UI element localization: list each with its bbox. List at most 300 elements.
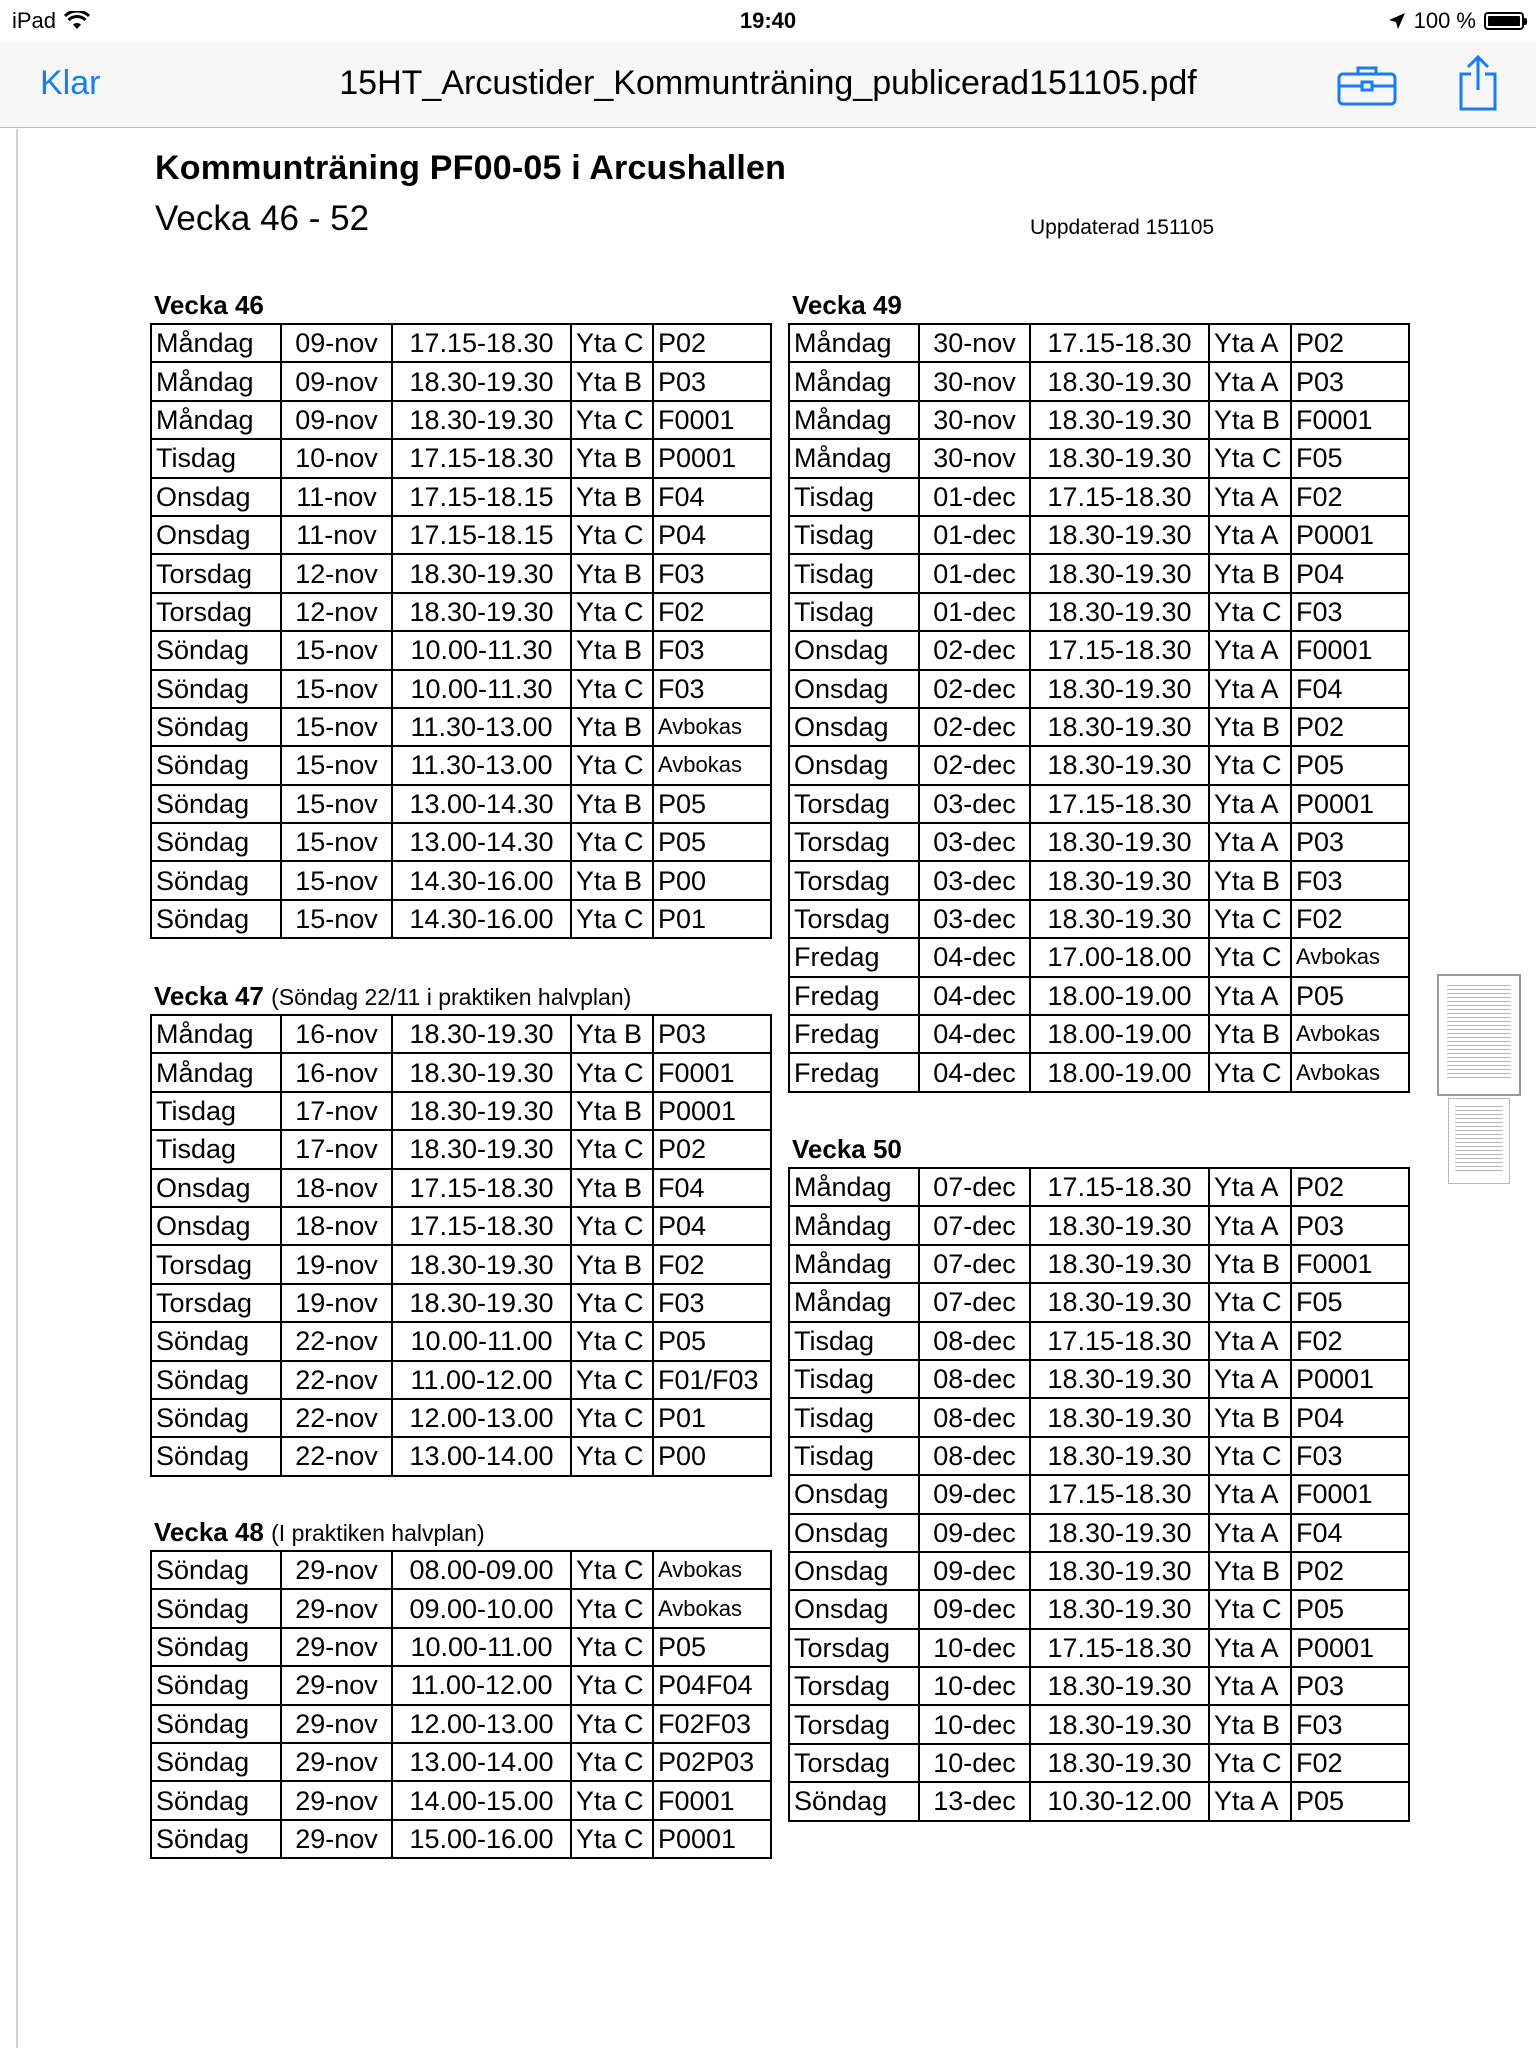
area-cell: Yta B — [571, 439, 653, 477]
schedule-table — [788, 323, 1410, 1093]
date-cell: 15-nov — [281, 631, 392, 669]
group-cell: P04 — [1291, 1398, 1409, 1436]
day-cell: Måndag — [151, 362, 281, 400]
day-cell: Tisdag — [789, 1360, 919, 1398]
area-cell: Yta A — [1209, 785, 1291, 823]
device-label: iPad — [12, 8, 57, 33]
time-cell: 11.30-13.00 — [392, 746, 571, 784]
date-cell: 13-dec — [919, 1782, 1030, 1820]
day-cell: Onsdag — [151, 478, 281, 516]
date-cell: 10-dec — [919, 1705, 1030, 1743]
area-cell: Yta B — [571, 785, 653, 823]
table-row — [789, 861, 1409, 899]
day-cell: Onsdag — [789, 1475, 919, 1513]
group-cell: P04 — [1291, 554, 1409, 592]
table-row — [789, 1705, 1409, 1743]
table-row — [151, 670, 771, 708]
table-row — [151, 823, 771, 861]
battery-icon — [1484, 12, 1524, 30]
table-row — [151, 1820, 771, 1858]
table-row — [151, 1628, 771, 1666]
clock: 19:40 — [739, 8, 797, 33]
group-cell: P04 — [653, 1207, 771, 1245]
area-cell: Yta B — [1209, 1245, 1291, 1283]
group-cell: Avbokas — [653, 746, 771, 784]
group-cell: P05 — [1291, 1590, 1409, 1628]
date-cell: 10-dec — [919, 1667, 1030, 1705]
table-row — [789, 1552, 1409, 1590]
area-cell: Yta A — [1209, 362, 1291, 400]
day-cell: Söndag — [151, 1589, 281, 1627]
table-row — [789, 593, 1409, 631]
time-cell: 18.30-19.30 — [392, 1053, 571, 1091]
time-cell: 18.30-19.30 — [392, 1092, 571, 1130]
area-cell: Yta A — [1209, 516, 1291, 554]
document-title: 15HT_Arcustider_Kommunträning_publicerad151105.pdf — [339, 64, 1197, 102]
date-cell: 02-dec — [919, 708, 1030, 746]
time-cell: 15.00-16.00 — [392, 1820, 571, 1858]
area-cell: Yta C — [1209, 1437, 1291, 1475]
table-row — [789, 631, 1409, 669]
done-button[interactable]: Klar — [40, 64, 101, 102]
schedule-table — [150, 1550, 772, 1859]
area-cell: Yta A — [1209, 1168, 1291, 1206]
day-cell: Måndag — [789, 439, 919, 477]
table-row — [789, 1398, 1409, 1436]
group-cell: F05 — [1291, 1283, 1409, 1321]
table-row — [789, 1782, 1409, 1820]
group-cell: F03 — [653, 631, 771, 669]
group-cell: F03 — [1291, 1705, 1409, 1743]
group-cell: P05 — [653, 1628, 771, 1666]
area-cell: Yta B — [571, 631, 653, 669]
week-49 — [788, 287, 1410, 1093]
time-cell: 18.30-19.30 — [1030, 1514, 1209, 1552]
date-cell: 10-nov — [281, 439, 392, 477]
location-arrow-icon — [1388, 12, 1406, 30]
day-cell: Torsdag — [151, 593, 281, 631]
area-cell: Yta A — [1209, 1629, 1291, 1667]
time-cell: 18.30-19.30 — [1030, 823, 1209, 861]
area-cell: Yta C — [571, 823, 653, 861]
time-cell: 08.00-09.00 — [392, 1551, 571, 1589]
group-cell: F0001 — [1291, 631, 1409, 669]
area-cell: Yta C — [571, 1589, 653, 1627]
group-cell: F03 — [653, 1284, 771, 1322]
day-cell: Söndag — [151, 746, 281, 784]
area-cell: Yta C — [571, 1437, 653, 1475]
time-cell: 18.30-19.30 — [392, 1245, 571, 1283]
group-cell: P0001 — [1291, 516, 1409, 554]
date-cell: 29-nov — [281, 1820, 392, 1858]
date-cell: 12-nov — [281, 593, 392, 631]
group-cell: Avbokas — [653, 1551, 771, 1589]
table-row — [789, 1590, 1409, 1628]
area-cell: Yta A — [1209, 823, 1291, 861]
area-cell: Yta C — [571, 1130, 653, 1168]
date-cell: 07-dec — [919, 1245, 1030, 1283]
table-row — [151, 362, 771, 400]
week-48 — [150, 1514, 772, 1859]
date-cell: 29-nov — [281, 1551, 392, 1589]
group-cell: Avbokas — [1291, 1015, 1409, 1053]
day-cell: Tisdag — [789, 1322, 919, 1360]
date-cell: 17-nov — [281, 1092, 392, 1130]
area-cell: Yta C — [1209, 1053, 1291, 1091]
table-row — [151, 631, 771, 669]
day-cell: Söndag — [151, 631, 281, 669]
time-cell: 14.00-15.00 — [392, 1781, 571, 1819]
area-cell: Yta C — [1209, 900, 1291, 938]
area-cell: Yta A — [1209, 1360, 1291, 1398]
area-cell: Yta B — [571, 1245, 653, 1283]
day-cell: Måndag — [151, 401, 281, 439]
time-cell: 18.00-19.00 — [1030, 977, 1209, 1015]
date-cell: 03-dec — [919, 785, 1030, 823]
area-cell: Yta B — [571, 1015, 653, 1053]
date-cell: 09-dec — [919, 1590, 1030, 1628]
share-icon[interactable] — [1456, 54, 1500, 112]
page-thumbnail-2[interactable] — [1448, 1098, 1510, 1184]
table-row — [151, 1666, 771, 1704]
group-cell: P04F04 — [653, 1666, 771, 1704]
table-row — [789, 785, 1409, 823]
table-row — [151, 401, 771, 439]
area-cell: Yta C — [571, 324, 653, 362]
group-cell: F04 — [653, 478, 771, 516]
time-cell: 17.15-18.30 — [1030, 785, 1209, 823]
table-row — [151, 746, 771, 784]
page-thumbnail-1[interactable] — [1437, 974, 1521, 1096]
date-cell: 15-nov — [281, 746, 392, 784]
day-cell: Söndag — [151, 861, 281, 899]
time-cell: 18.30-19.30 — [1030, 670, 1209, 708]
date-cell: 15-nov — [281, 670, 392, 708]
day-cell: Tisdag — [789, 516, 919, 554]
updated-date: Uppdaterad 151105 — [1030, 216, 1215, 239]
date-cell: 09-dec — [919, 1552, 1030, 1590]
group-cell: P0001 — [653, 1820, 771, 1858]
table-row — [151, 1015, 771, 1053]
day-cell: Söndag — [151, 900, 281, 938]
date-cell: 15-nov — [281, 708, 392, 746]
time-cell: 18.30-19.30 — [392, 401, 571, 439]
time-cell: 18.30-19.30 — [392, 1015, 571, 1053]
date-cell: 22-nov — [281, 1322, 392, 1360]
time-cell: 18.00-19.00 — [1030, 1053, 1209, 1091]
schedule-table — [150, 323, 772, 939]
table-row — [789, 1206, 1409, 1244]
table-row — [789, 1322, 1409, 1360]
day-cell: Söndag — [151, 785, 281, 823]
area-cell: Yta B — [571, 708, 653, 746]
group-cell: F0001 — [1291, 1245, 1409, 1283]
date-cell: 30-nov — [919, 362, 1030, 400]
table-row — [789, 823, 1409, 861]
date-cell: 15-nov — [281, 785, 392, 823]
table-row — [789, 746, 1409, 784]
group-cell: P02 — [1291, 708, 1409, 746]
page-heading: Kommunträning PF00-05 i Arcushallen — [155, 149, 787, 187]
date-cell: 18-nov — [281, 1207, 392, 1245]
date-cell: 29-nov — [281, 1705, 392, 1743]
day-cell: Onsdag — [789, 1552, 919, 1590]
table-row — [789, 1168, 1409, 1206]
table-row — [789, 977, 1409, 1015]
group-cell: P02 — [1291, 1168, 1409, 1206]
area-cell: Yta C — [1209, 593, 1291, 631]
day-cell: Måndag — [789, 1206, 919, 1244]
area-cell: Yta A — [1209, 478, 1291, 516]
group-cell: P0001 — [653, 1092, 771, 1130]
time-cell: 18.30-19.30 — [1030, 1744, 1209, 1782]
day-cell: Torsdag — [151, 1284, 281, 1322]
date-cell: 22-nov — [281, 1361, 392, 1399]
area-cell: Yta C — [571, 593, 653, 631]
day-cell: Fredag — [789, 1015, 919, 1053]
area-cell: Yta C — [571, 1628, 653, 1666]
day-cell: Onsdag — [789, 1514, 919, 1552]
group-cell: F0001 — [653, 401, 771, 439]
area-cell: Yta B — [1209, 1552, 1291, 1590]
area-cell: Yta C — [571, 1781, 653, 1819]
schedule-table — [150, 1014, 772, 1477]
table-row — [151, 1399, 771, 1437]
time-cell: 18.30-19.30 — [1030, 362, 1209, 400]
area-cell: Yta B — [571, 1092, 653, 1130]
table-row — [151, 861, 771, 899]
area-cell: Yta B — [1209, 708, 1291, 746]
date-cell: 15-nov — [281, 900, 392, 938]
group-cell: P0001 — [1291, 785, 1409, 823]
date-cell: 10-dec — [919, 1629, 1030, 1667]
date-cell: 09-nov — [281, 324, 392, 362]
table-row — [151, 1551, 771, 1589]
time-cell: 17.15-18.30 — [392, 1169, 571, 1207]
date-cell: 22-nov — [281, 1437, 392, 1475]
area-cell: Yta C — [1209, 439, 1291, 477]
area-cell: Yta C — [571, 401, 653, 439]
day-cell: Söndag — [151, 1361, 281, 1399]
time-cell: 17.15-18.30 — [1030, 1629, 1209, 1667]
time-cell: 18.30-19.30 — [392, 1284, 571, 1322]
day-cell: Tisdag — [789, 1398, 919, 1436]
date-cell: 19-nov — [281, 1284, 392, 1322]
day-cell: Fredag — [789, 938, 919, 976]
group-cell: P02 — [1291, 1552, 1409, 1590]
table-row — [789, 324, 1409, 362]
date-cell: 22-nov — [281, 1399, 392, 1437]
date-cell: 11-nov — [281, 478, 392, 516]
day-cell: Söndag — [151, 1820, 281, 1858]
time-cell: 17.15-18.30 — [1030, 324, 1209, 362]
time-cell: 17.15-18.30 — [1030, 1475, 1209, 1513]
week-46 — [150, 287, 772, 939]
area-cell: Yta A — [1209, 1514, 1291, 1552]
date-cell: 01-dec — [919, 593, 1030, 631]
table-row — [151, 1053, 771, 1091]
day-cell: Söndag — [151, 708, 281, 746]
group-cell: F04 — [1291, 670, 1409, 708]
time-cell: 18.30-19.30 — [1030, 1705, 1209, 1743]
group-cell: P05 — [653, 823, 771, 861]
group-cell: P05 — [1291, 1782, 1409, 1820]
group-cell: F03 — [653, 554, 771, 592]
time-cell: 18.30-19.30 — [392, 593, 571, 631]
table-row — [151, 1743, 771, 1781]
table-row — [151, 1092, 771, 1130]
day-cell: Söndag — [151, 1551, 281, 1589]
table-row — [151, 1284, 771, 1322]
day-cell: Onsdag — [789, 670, 919, 708]
group-cell: P01 — [653, 900, 771, 938]
date-cell: 09-nov — [281, 401, 392, 439]
time-cell: 18.30-19.30 — [1030, 1437, 1209, 1475]
week-title: Vecka 46 — [154, 290, 264, 320]
table-row — [151, 708, 771, 746]
group-cell: P05 — [1291, 977, 1409, 1015]
time-cell: 13.00-14.00 — [392, 1437, 571, 1475]
area-cell: Yta C — [571, 900, 653, 938]
time-cell: 17.15-18.30 — [1030, 1322, 1209, 1360]
day-cell: Fredag — [789, 1053, 919, 1091]
toolbox-icon[interactable] — [1337, 64, 1397, 106]
day-cell: Tisdag — [789, 478, 919, 516]
time-cell: 18.30-19.30 — [1030, 1398, 1209, 1436]
table-row — [151, 785, 771, 823]
time-cell: 18.30-19.30 — [1030, 439, 1209, 477]
time-cell: 18.30-19.30 — [1030, 746, 1209, 784]
date-cell: 03-dec — [919, 861, 1030, 899]
table-row — [789, 670, 1409, 708]
day-cell: Tisdag — [789, 1437, 919, 1475]
area-cell: Yta C — [571, 1361, 653, 1399]
table-row — [151, 593, 771, 631]
day-cell: Söndag — [151, 1666, 281, 1704]
day-cell: Torsdag — [151, 1245, 281, 1283]
date-cell: 01-dec — [919, 478, 1030, 516]
area-cell: Yta B — [1209, 554, 1291, 592]
table-row — [789, 1437, 1409, 1475]
time-cell: 11.00-12.00 — [392, 1666, 571, 1704]
area-cell: Yta C — [571, 1053, 653, 1091]
time-cell: 17.15-18.30 — [392, 1207, 571, 1245]
date-cell: 09-dec — [919, 1514, 1030, 1552]
time-cell: 17.15-18.15 — [392, 478, 571, 516]
table-row — [151, 1437, 771, 1475]
area-cell: Yta C — [571, 1284, 653, 1322]
table-row — [789, 401, 1409, 439]
day-cell: Tisdag — [151, 1130, 281, 1168]
group-cell: F03 — [1291, 593, 1409, 631]
time-cell: 11.00-12.00 — [392, 1361, 571, 1399]
table-row — [789, 516, 1409, 554]
area-cell: Yta B — [1209, 861, 1291, 899]
group-cell: P0001 — [1291, 1629, 1409, 1667]
date-cell: 07-dec — [919, 1206, 1030, 1244]
date-cell: 08-dec — [919, 1360, 1030, 1398]
table-row — [789, 1245, 1409, 1283]
area-cell: Yta A — [1209, 977, 1291, 1015]
date-cell: 10-dec — [919, 1744, 1030, 1782]
group-cell: F01/F03 — [653, 1361, 771, 1399]
date-cell: 01-dec — [919, 554, 1030, 592]
time-cell: 17.15-18.30 — [392, 439, 571, 477]
area-cell: Yta A — [1209, 1667, 1291, 1705]
day-cell: Torsdag — [789, 785, 919, 823]
date-cell: 09-dec — [919, 1475, 1030, 1513]
area-cell: Yta C — [571, 1399, 653, 1437]
group-cell: F03 — [1291, 1437, 1409, 1475]
time-cell: 10.00-11.30 — [392, 631, 571, 669]
day-cell: Söndag — [151, 670, 281, 708]
group-cell: F04 — [1291, 1514, 1409, 1552]
date-cell: 30-nov — [919, 324, 1030, 362]
area-cell: Yta A — [1209, 670, 1291, 708]
area-cell: Yta C — [571, 1322, 653, 1360]
area-cell: Yta A — [1209, 1206, 1291, 1244]
group-cell: F02 — [1291, 900, 1409, 938]
day-cell: Söndag — [151, 1322, 281, 1360]
day-cell: Tisdag — [789, 593, 919, 631]
group-cell: F02 — [653, 593, 771, 631]
day-cell: Söndag — [151, 1399, 281, 1437]
group-cell: F04 — [653, 1169, 771, 1207]
time-cell: 09.00-10.00 — [392, 1589, 571, 1627]
day-cell: Måndag — [151, 1015, 281, 1053]
group-cell: Avbokas — [1291, 938, 1409, 976]
time-cell: 14.30-16.00 — [392, 900, 571, 938]
time-cell: 18.30-19.30 — [1030, 708, 1209, 746]
day-cell: Onsdag — [151, 1169, 281, 1207]
group-cell: F0001 — [1291, 401, 1409, 439]
date-cell: 29-nov — [281, 1666, 392, 1704]
day-cell: Torsdag — [789, 1629, 919, 1667]
area-cell: Yta B — [571, 362, 653, 400]
table-row — [789, 1283, 1409, 1321]
table-row — [789, 362, 1409, 400]
date-cell: 29-nov — [281, 1781, 392, 1819]
day-cell: Torsdag — [789, 900, 919, 938]
day-cell: Torsdag — [789, 1705, 919, 1743]
schedule-table — [788, 1167, 1410, 1822]
day-cell: Torsdag — [789, 1667, 919, 1705]
battery-percent: 100 % — [1413, 8, 1476, 33]
week-title: Vecka 50 — [792, 1134, 902, 1164]
date-cell: 19-nov — [281, 1245, 392, 1283]
table-row — [151, 1245, 771, 1283]
group-cell: F02 — [1291, 1322, 1409, 1360]
day-cell: Onsdag — [151, 1207, 281, 1245]
date-cell: 15-nov — [281, 823, 392, 861]
group-cell: F02 — [653, 1245, 771, 1283]
time-cell: 12.00-13.00 — [392, 1705, 571, 1743]
time-cell: 18.30-19.30 — [1030, 554, 1209, 592]
day-cell: Onsdag — [151, 516, 281, 554]
time-cell: 18.30-19.30 — [1030, 900, 1209, 938]
area-cell: Yta C — [1209, 1590, 1291, 1628]
table-row — [789, 1629, 1409, 1667]
table-row — [151, 1705, 771, 1743]
week-title: Vecka 48 — [154, 1517, 264, 1547]
area-cell: Yta B — [571, 554, 653, 592]
day-cell: Måndag — [789, 1283, 919, 1321]
area-cell: Yta A — [1209, 1782, 1291, 1820]
group-cell: P03 — [1291, 362, 1409, 400]
table-row — [151, 900, 771, 938]
area-cell: Yta C — [1209, 1744, 1291, 1782]
group-cell: F02F03 — [653, 1705, 771, 1743]
